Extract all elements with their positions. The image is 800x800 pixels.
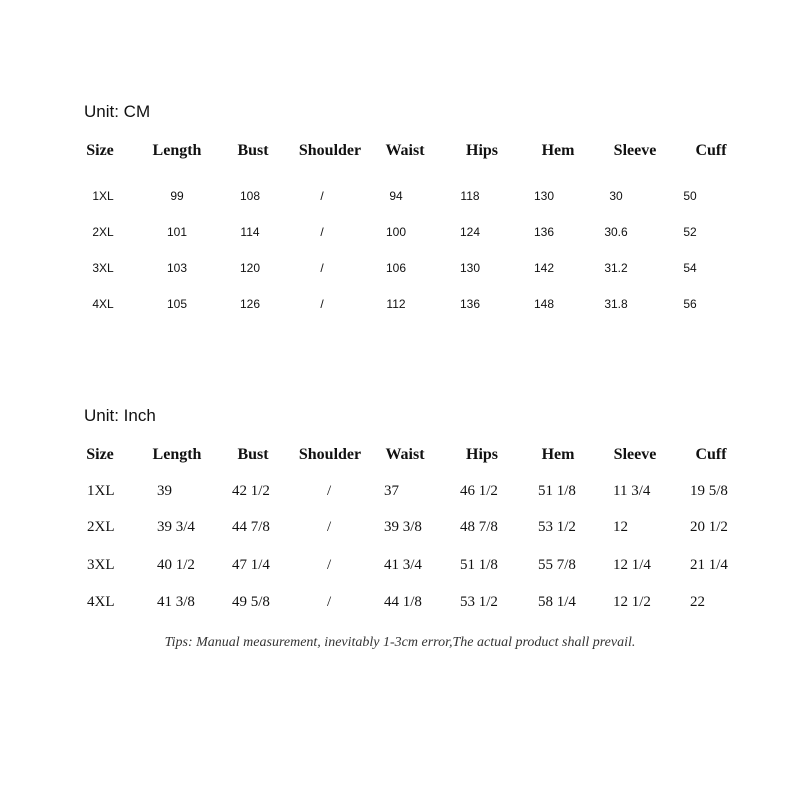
table-cell: 53 1/2 xyxy=(538,519,576,535)
table-cell: 55 7/8 xyxy=(538,557,576,573)
table-cell: 3XL xyxy=(92,261,114,275)
table-cell: 46 1/2 xyxy=(460,483,498,499)
column-header: Length xyxy=(152,446,202,463)
table-cell: 126 xyxy=(239,297,261,311)
table-cell: 37 xyxy=(384,483,399,499)
tips-note: Tips: Manual measurement, inevitably 1-3cm error,The actual product shall prevail. xyxy=(164,635,636,650)
column-header: Length xyxy=(152,142,202,159)
table-cell: / xyxy=(327,557,332,573)
column-header: Waist xyxy=(385,142,425,159)
table-cell: 12 1/4 xyxy=(613,557,651,573)
table-cell: 19 5/8 xyxy=(690,483,728,499)
column-header: Hips xyxy=(465,446,499,463)
table-cell: 108 xyxy=(239,189,261,203)
table-cell: 40 1/2 xyxy=(157,557,195,573)
table-cell: 148 xyxy=(533,297,555,311)
column-header: Size xyxy=(86,142,114,159)
table-cell: / xyxy=(320,225,324,239)
table-cell: 51 1/8 xyxy=(460,557,498,573)
table-cell: / xyxy=(320,261,324,275)
table-cell: 124 xyxy=(459,225,481,239)
table-cell: 118 xyxy=(460,189,480,203)
table-cell: 100 xyxy=(385,225,407,239)
table-cell: 56 xyxy=(683,297,697,311)
table-cell: 1XL xyxy=(87,483,115,499)
table-cell: 53 1/2 xyxy=(460,594,498,610)
table-cell: / xyxy=(327,594,332,610)
table-cell: 4XL xyxy=(92,297,114,311)
table-cell: 105 xyxy=(166,297,188,311)
table-cell: / xyxy=(320,189,324,203)
table-cell: 51 1/8 xyxy=(538,483,576,499)
column-header: Cuff xyxy=(695,142,727,159)
table-cell: / xyxy=(327,483,332,499)
column-header: Sleeve xyxy=(613,142,657,159)
table-cell: 12 1/2 xyxy=(613,594,651,610)
table-cell: 47 1/4 xyxy=(232,557,270,573)
table-cell: 101 xyxy=(166,225,188,239)
table-cell: 50 xyxy=(683,189,697,203)
column-header: Bust xyxy=(237,446,269,463)
table-cell: 39 xyxy=(157,483,172,499)
table-cell: 31.2 xyxy=(604,261,628,275)
table-cell: 39 3/8 xyxy=(384,519,422,535)
table-cell: 54 xyxy=(683,261,697,275)
table-cell: 112 xyxy=(386,297,406,311)
table-cell: 58 1/4 xyxy=(538,594,576,610)
unit-cm-label: Unit: CM xyxy=(84,102,151,121)
table-cell: 44 7/8 xyxy=(232,519,270,535)
column-header: Cuff xyxy=(695,446,727,463)
table-cell: 103 xyxy=(166,261,188,275)
table-cell: 31.8 xyxy=(604,297,628,311)
table-cell: 48 7/8 xyxy=(460,519,498,535)
table-cell: 30.6 xyxy=(604,225,628,239)
column-header: Hips xyxy=(465,142,499,159)
table-cell: 2XL xyxy=(92,225,114,239)
table-cell: 1XL xyxy=(92,189,114,203)
unit-inch-label: Unit: Inch xyxy=(84,406,156,425)
table-cell: 12 xyxy=(613,519,628,535)
table-cell: 130 xyxy=(459,261,481,275)
table-cell: 120 xyxy=(239,261,261,275)
table-cell: / xyxy=(327,519,332,535)
table-cell: 3XL xyxy=(87,557,115,573)
table-cell: 130 xyxy=(533,189,555,203)
table-cell: 49 5/8 xyxy=(232,594,270,610)
column-header: Hem xyxy=(541,142,575,159)
table-cell: 22 xyxy=(690,594,705,610)
table-cell: 20 1/2 xyxy=(690,519,728,535)
table-cell: 39 3/4 xyxy=(157,519,195,535)
column-header: Waist xyxy=(385,446,425,463)
table-cell: 30 xyxy=(609,189,623,203)
column-header: Hem xyxy=(541,446,575,463)
column-header: Sleeve xyxy=(613,446,657,463)
table-cell: 44 1/8 xyxy=(384,594,422,610)
table-cell: 99 xyxy=(170,189,184,203)
table-cell: 142 xyxy=(533,261,555,275)
table-cell: / xyxy=(320,297,324,311)
column-header: Size xyxy=(86,446,114,463)
table-cell: 21 1/4 xyxy=(690,557,728,573)
table-cell: 41 3/4 xyxy=(384,557,422,573)
table-cell: 136 xyxy=(533,225,555,239)
table-cell: 11 3/4 xyxy=(613,483,651,499)
table-cell: 106 xyxy=(385,261,407,275)
table-cell: 52 xyxy=(683,225,697,239)
column-header: Bust xyxy=(237,142,269,159)
table-cell: 42 1/2 xyxy=(232,483,270,499)
table-cell: 2XL xyxy=(87,519,115,535)
table-cell: 136 xyxy=(459,297,481,311)
column-header: Shoulder xyxy=(298,142,362,159)
table-cell: 41 3/8 xyxy=(157,594,195,610)
table-cell: 4XL xyxy=(87,594,115,610)
column-header: Shoulder xyxy=(298,446,362,463)
table-cell: 94 xyxy=(389,189,403,203)
table-cell: 114 xyxy=(240,225,260,239)
